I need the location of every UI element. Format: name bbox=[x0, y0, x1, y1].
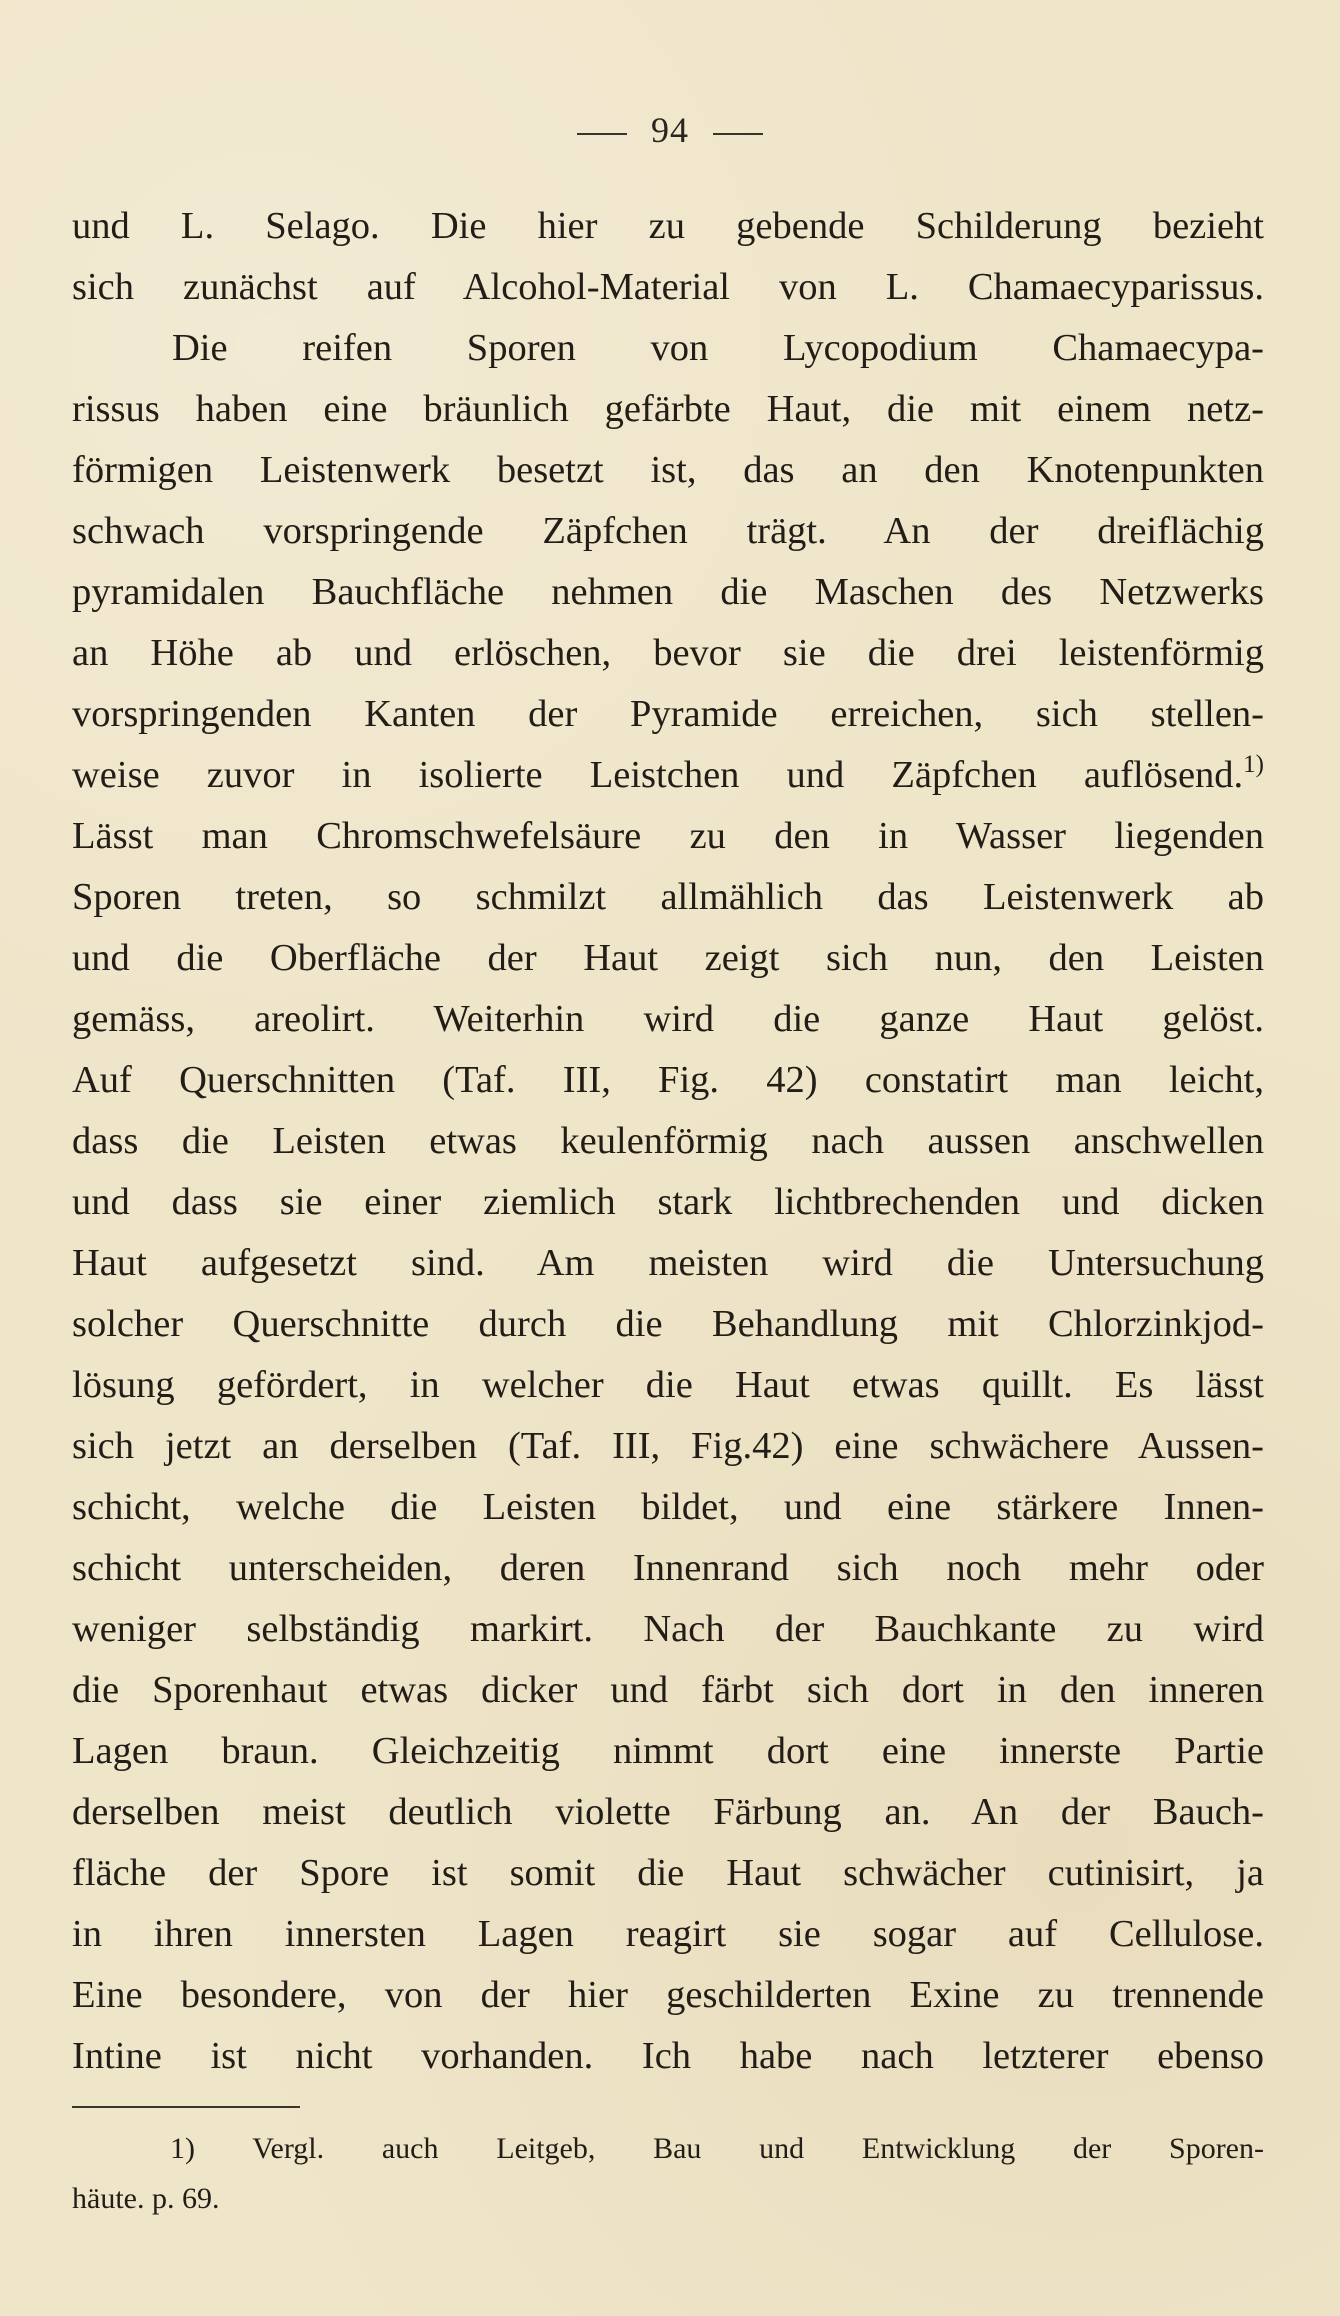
body-line-26: Lagen braun. Gleichzeitig nimmt dort eine innerste Partie bbox=[72, 1730, 1264, 1772]
body-text bbox=[72, 196, 1264, 2087]
body-line-19: solcher Querschnitte durch die Behandlung mit Chlorzinkjod- bbox=[72, 1303, 1264, 1345]
body-line-20: lösung gefördert, in welcher die Haut etwas quillt. Es lässt bbox=[72, 1364, 1264, 1406]
body-line-27: derselben meist deutlich violette Färbung an. An der Bauch- bbox=[72, 1791, 1264, 1833]
footnote-line-1: 1) Vergl. auch Leitgeb, Bau und Entwicklung der Sporen- bbox=[170, 2132, 1264, 2165]
body-line-28: fläche der Spore ist somit die Haut schwächer cutinisirt, ja bbox=[72, 1852, 1264, 1894]
page-number-left-dash bbox=[577, 133, 627, 135]
body-line-30: Eine besondere, von der hier geschilderten Exine zu trennende bbox=[72, 1974, 1264, 2016]
body-line-3 bbox=[72, 318, 1264, 379]
body-line-25: die Sporenhaut etwas dicker und färbt sich dort in den inneren bbox=[72, 1669, 1264, 1711]
page-number-text: 94 bbox=[651, 110, 689, 150]
body-line-17: und dass sie einer ziemlich stark lichtbrechenden und dicken bbox=[72, 1181, 1264, 1223]
body-line-12: Sporen treten, so schmilzt allmählich das Leistenwerk ab bbox=[72, 876, 1264, 918]
body-line-6: schwach vorspringende Zäpfchen trägt. An der dreiflächig bbox=[72, 510, 1264, 552]
footnote-divider bbox=[72, 2106, 300, 2108]
body-line-5: förmigen Leistenwerk besetzt ist, das an den Knotenpunkten bbox=[72, 449, 1264, 491]
body-line-14: gemäss, areolirt. Weiterhin wird die ganze Haut gelöst. bbox=[72, 998, 1264, 1040]
body-line-22: schicht, welche die Leisten bildet, und eine stärkere Innen- bbox=[72, 1486, 1264, 1528]
body-line-15: Auf Querschnitten (Taf. III, Fig. 42) constatirt man leicht, bbox=[72, 1059, 1264, 1101]
body-line-8: an Höhe ab und erlöschen, bevor sie die drei leistenförmig bbox=[72, 632, 1264, 674]
body-line-11: Lässt man Chromschwefelsäure zu den in Wasser liegenden bbox=[72, 815, 1264, 857]
body-line-10-text: weise zuvor in isolierte Leistchen und Zäpfchen auflösend. bbox=[72, 754, 1244, 796]
body-line-31: Intine ist nicht vorhanden. Ich habe nach letzterer ebenso bbox=[72, 2035, 1264, 2077]
body-line-13: und die Oberfläche der Haut zeigt sich nun, den Leisten bbox=[72, 937, 1264, 979]
body-line-3-text: Die reifen Sporen von Lycopodium Chamaecypa- bbox=[172, 327, 1264, 369]
body-line-24: weniger selbständig markirt. Nach der Bauchkante zu wird bbox=[72, 1608, 1264, 1650]
body-line-4: rissus haben eine bräunlich gefärbte Haut, die mit einem netz- bbox=[72, 388, 1264, 430]
footnotes bbox=[72, 2124, 1264, 2224]
footnote-line-2: häute. p. 69. bbox=[72, 2182, 220, 2215]
body-line-9: vorspringenden Kanten der Pyramide erreichen, sich stellen- bbox=[72, 693, 1264, 735]
body-line-2: sich zunächst auf Alcohol-Material von L. Chamaecyparissus. bbox=[72, 266, 1264, 308]
body-line-18: Haut aufgesetzt sind. Am meisten wird die Untersuchung bbox=[72, 1242, 1264, 1284]
body-line-16: dass die Leisten etwas keulenförmig nach aussen anschwellen bbox=[72, 1120, 1264, 1162]
body-line-10 bbox=[72, 745, 1264, 806]
body-line-23: schicht unterscheiden, deren Innenrand sich noch mehr oder bbox=[72, 1547, 1264, 1589]
footnote-reference: 1) bbox=[1243, 751, 1264, 778]
page-number bbox=[0, 104, 1340, 156]
page-number-right-dash bbox=[713, 133, 763, 135]
body-line-29: in ihren innersten Lagen reagirt sie sogar auf Cellulose. bbox=[72, 1913, 1264, 1955]
body-line-1: und L. Selago. Die hier zu gebende Schilderung bezieht bbox=[72, 205, 1264, 247]
body-line-7: pyramidalen Bauchfläche nehmen die Maschen des Netzwerks bbox=[72, 571, 1264, 613]
body-line-21: sich jetzt an derselben (Taf. III, Fig.42) eine schwächere Aussen- bbox=[72, 1425, 1264, 1467]
